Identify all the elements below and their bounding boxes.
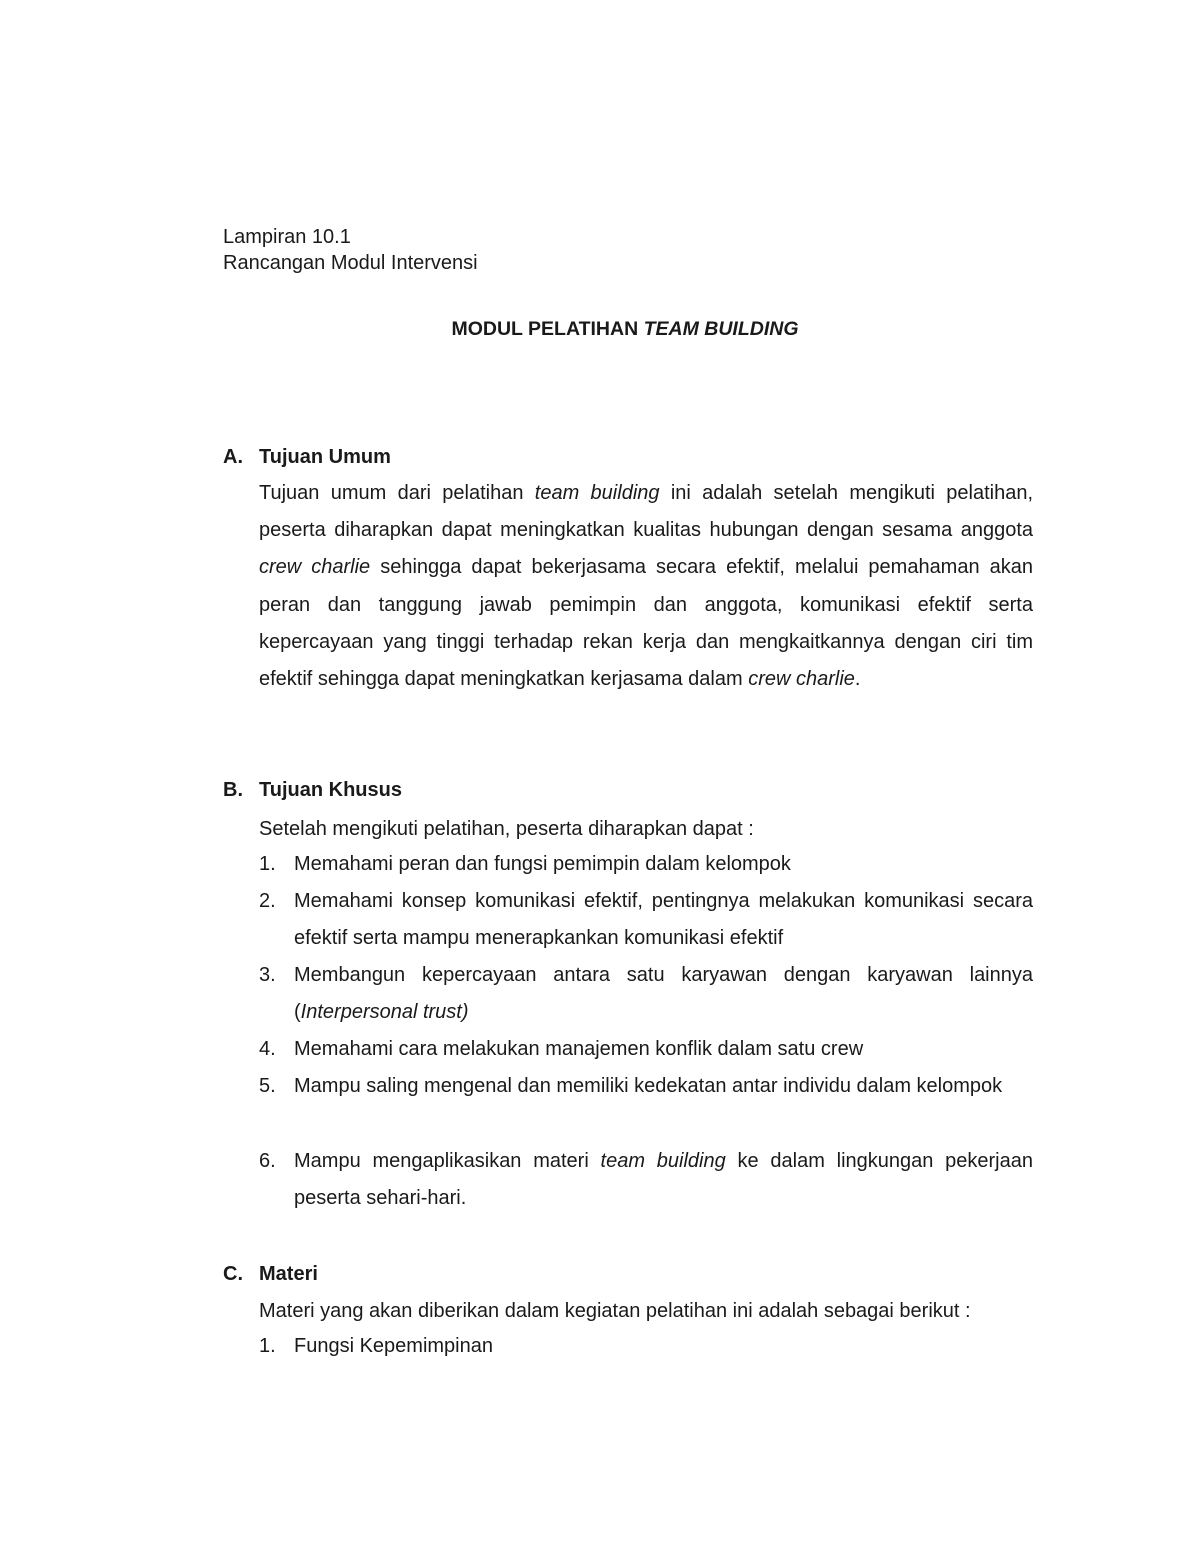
list-text-part: Membangun kepercayaan antara satu karyawan dengan karyawan lainnya ( <box>294 964 1033 1024</box>
section-a-heading <box>223 444 391 470</box>
list-text: Memahami cara melakukan manajemen konflik dalam satu crew <box>294 1038 864 1060</box>
section-c-letter: C. <box>223 1263 243 1285</box>
section-a-italic-2: crew charlie <box>259 556 371 579</box>
section-a-text-1: Tujuan umum dari pelatihan <box>259 482 535 504</box>
section-b-title: Tujuan Khusus <box>259 779 402 801</box>
title-normal: MODUL PELATIHAN <box>451 318 644 340</box>
list-item <box>259 1031 1033 1068</box>
list-text-italic: Interpersonal trust) <box>300 1001 469 1024</box>
section-a-italic-1: team building <box>534 482 660 504</box>
section-b-letter: B. <box>223 779 243 801</box>
list-number: 3. <box>259 964 276 986</box>
list-item <box>259 1068 1033 1105</box>
list-item <box>259 883 1033 957</box>
section-a-text-3: sehingga dapat bekerjasama secara efektif, melalui pemahaman akan peran dan tanggung jawab pemimpin dan anggota, komunikasi efektif serta kepercayaan yang tinggi terhadap rekan kerja dan mengkaitkannya dengan ciri tim efektif sehingga dapat meningkatkan kerjasama dalam <box>259 556 1033 691</box>
list-text: Mampu saling mengenal dan memiliki kedekatan antar individu dalam kelompok <box>294 1075 1003 1097</box>
section-b-heading <box>223 777 402 803</box>
list-text <box>294 1143 1033 1217</box>
section-a-text-4: . <box>854 668 861 691</box>
list-text-after: ke dalam lingkungan pekerjaan peserta sehari-hari. <box>294 1150 1033 1210</box>
list-number: 5. <box>259 1075 276 1097</box>
list-text-part: Mampu mengaplikasikan materi <box>294 1150 601 1172</box>
list-item <box>259 1143 1033 1217</box>
section-c-title: Materi <box>259 1263 318 1285</box>
list-number: 1. <box>259 853 276 875</box>
section-c-intro: Materi yang akan diberikan dalam kegiatan pelatihan ini adalah sebagai berikut : <box>259 1300 971 1322</box>
list-text <box>294 957 1033 1031</box>
document-title <box>0 316 1200 342</box>
section-b-intro: Setelah mengikuti pelatihan, peserta diharapkan dapat : <box>259 818 754 840</box>
list-number: 6. <box>259 1150 276 1172</box>
section-c-heading <box>223 1261 318 1287</box>
list-text: Memahami peran dan fungsi pemimpin dalam kelompok <box>294 853 791 875</box>
section-a-title: Tujuan Umum <box>259 446 391 468</box>
section-a-paragraph <box>259 475 1033 698</box>
section-a-text-2: ini adalah setelah mengikuti pelatihan, peserta diharapkan dapat meningkatkan kualitas hubungan dengan sesama anggota <box>259 482 1033 542</box>
appendix-label: Lampiran 10.1 <box>223 226 351 248</box>
list-text: Fungsi Kepemimpinan <box>294 1335 493 1357</box>
list-item <box>259 846 1033 883</box>
section-a-letter: A. <box>223 446 243 468</box>
list-number: 1. <box>259 1335 276 1357</box>
list-number: 2. <box>259 890 276 912</box>
appendix-subtitle: Rancangan Modul Intervensi <box>223 252 478 274</box>
list-text-italic: team building <box>600 1150 726 1172</box>
list-item <box>259 1328 1033 1365</box>
list-item <box>259 957 1033 1031</box>
title-italic: TEAM BUILDING <box>643 318 799 340</box>
section-a-italic-3: crew charlie <box>748 668 855 691</box>
list-number: 4. <box>259 1038 276 1060</box>
list-text: Memahami konsep komunikasi efektif, pentingnya melakukan komunikasi secara efektif serta mampu menerapkankan komunikasi efektif <box>294 890 1033 950</box>
